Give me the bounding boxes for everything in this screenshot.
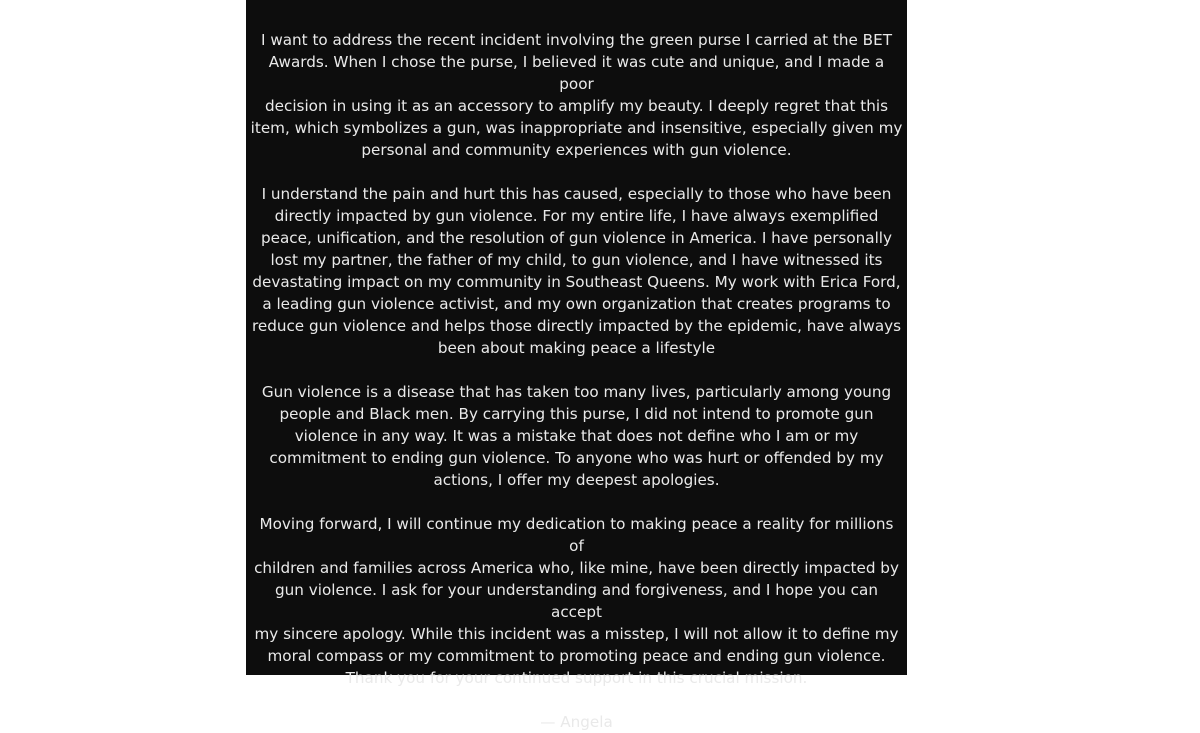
statement-paragraph-3: Gun violence is a disease that has taken too many lives, particularly among young people and Black men. By carrying this purse, I did not intend to promote gun violence in any way. It was a mistake that does not define who I am or my commitment to ending gun violence. To anyone who was hurt or offended by my actions, I offer my deepest apologies. [261,383,892,489]
statement-panel [246,0,907,731]
statement-paragraph-4: Moving forward, I will continue my dedication to making peace a reality for millions of children and families across America who, like mine, have been directly impacted by gun violence. I ask for your understanding and forgiveness, and I hope you can accept my sincere apology. While this incident was a misstep, I will not allow it to define my moral compass or my commitment to promoting peace and ending gun violence. Thank you for your continued support in this crucial mission. [254,515,899,687]
signature: — Angela [540,713,613,731]
statement-paragraph-2: I understand the pain and hurt this has caused, especially to those who have been directly impacted by gun violence. For my entire life, I have always exemplified peace, unification, and the resolution of gun violence in America. I have personally lost my partner, the father of my child, to gun violence, and I have witnessed its devastating impact on my community in Southeast Queens. My work with Erica Ford, a leading gun violence activist, and my own organization that creates programs to reduce gun violence and helps those directly impacted by the epidemic, have always been about making peace a lifestyle [251,185,902,357]
statement-paragraph-1: I want to address the recent incident involving the green purse I carried at the BET Awards. When I chose the purse, I believed it was cute and unique, and I made a poor decision in using it as an accessory to amplify my beauty. I deeply regret that this item, which symbolizes a gun, was inappropriate and insensitive, especially given my personal and community experiences with gun violence. [250,31,903,159]
